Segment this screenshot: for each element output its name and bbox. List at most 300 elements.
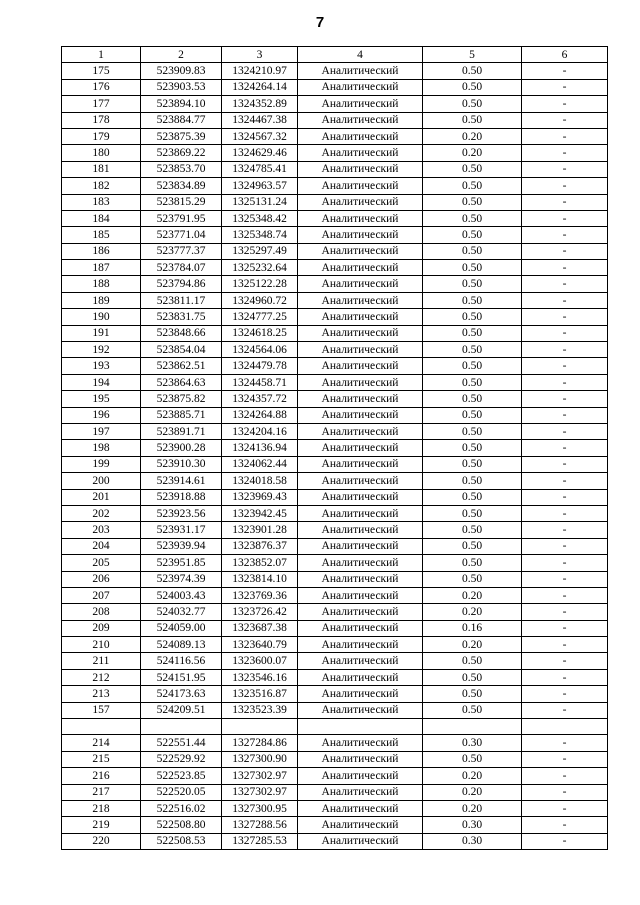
cell-method: Аналитический — [298, 178, 423, 194]
cell-accuracy: 0.50 — [423, 505, 522, 521]
cell-x-coordinate: 524209.51 — [141, 702, 222, 718]
page-number: 7 — [315, 14, 325, 31]
cell-point-number: 201 — [62, 489, 141, 505]
table-row — [62, 505, 608, 521]
table-row — [62, 719, 608, 735]
cell-accuracy: 0.50 — [423, 686, 522, 702]
cell-point-number: 190 — [62, 309, 141, 325]
cell-note: - — [522, 686, 608, 702]
cell-y-coordinate: 1323546.16 — [222, 669, 298, 685]
cell-point-number: 213 — [62, 686, 141, 702]
cell-accuracy: 0.50 — [423, 227, 522, 243]
cell-note: - — [522, 800, 608, 816]
cell-point-number: 178 — [62, 112, 141, 128]
table-row — [62, 604, 608, 620]
cell-x-coordinate: 523903.53 — [141, 79, 222, 95]
cell-y-coordinate: 1323942.45 — [222, 505, 298, 521]
cell-method: Аналитический — [298, 260, 423, 276]
cell-y-coordinate: 1327288.56 — [222, 817, 298, 833]
cell-point-number: 189 — [62, 292, 141, 308]
cell-point-number: 194 — [62, 374, 141, 390]
cell-x-coordinate: 523864.63 — [141, 374, 222, 390]
table-row — [62, 817, 608, 833]
table-row — [62, 440, 608, 456]
cell-y-coordinate: 1324618.25 — [222, 325, 298, 341]
cell-note: - — [522, 735, 608, 751]
cell-method: Аналитический — [298, 538, 423, 554]
table-row — [62, 784, 608, 800]
cell-note: - — [522, 604, 608, 620]
cell-accuracy: 0.50 — [423, 571, 522, 587]
table-row — [62, 702, 608, 718]
cell-x-coordinate: 523939.94 — [141, 538, 222, 554]
cell-note: - — [522, 669, 608, 685]
cell-accuracy: 0.50 — [423, 358, 522, 374]
cell-x-coordinate: 523900.28 — [141, 440, 222, 456]
cell-method: Аналитический — [298, 292, 423, 308]
cell-point-number: 206 — [62, 571, 141, 587]
cell-x-coordinate: 523918.88 — [141, 489, 222, 505]
cell-method: Аналитический — [298, 325, 423, 341]
cell-point-number: 218 — [62, 800, 141, 816]
cell-note: - — [522, 751, 608, 767]
table-row — [62, 309, 608, 325]
cell-method: Аналитический — [298, 653, 423, 669]
cell-method: Аналитический — [298, 604, 423, 620]
cell-point-number: 193 — [62, 358, 141, 374]
cell-accuracy: 0.50 — [423, 440, 522, 456]
cell-y-coordinate: 1324062.44 — [222, 456, 298, 472]
cell-note: - — [522, 79, 608, 95]
cell-method: Аналитический — [298, 358, 423, 374]
cell-x-coordinate: 523875.39 — [141, 128, 222, 144]
table-row — [62, 178, 608, 194]
cell-point-number: 175 — [62, 63, 141, 79]
cell-point-number: 212 — [62, 669, 141, 685]
cell-x-coordinate: 524089.13 — [141, 637, 222, 653]
table-row — [62, 653, 608, 669]
cell-accuracy: 0.50 — [423, 456, 522, 472]
cell-point-number: 180 — [62, 145, 141, 161]
cell-x-coordinate: 524003.43 — [141, 587, 222, 603]
table-row — [62, 374, 608, 390]
cell-x-coordinate: 524151.95 — [141, 669, 222, 685]
cell-method: Аналитический — [298, 735, 423, 751]
cell-note: - — [522, 620, 608, 636]
table-row — [62, 194, 608, 210]
cell-x-coordinate: 524059.00 — [141, 620, 222, 636]
cell-point-number: 197 — [62, 423, 141, 439]
cell-note: - — [522, 555, 608, 571]
cell-point-number: 204 — [62, 538, 141, 554]
cell-accuracy: 0.30 — [423, 735, 522, 751]
cell-y-coordinate: 1323814.10 — [222, 571, 298, 587]
cell-y-coordinate: 1323640.79 — [222, 637, 298, 653]
cell-note: - — [522, 653, 608, 669]
cell-point-number — [62, 719, 141, 735]
cell-point-number: 219 — [62, 817, 141, 833]
table-row — [62, 96, 608, 112]
cell-y-coordinate: 1323901.28 — [222, 522, 298, 538]
cell-note: - — [522, 210, 608, 226]
cell-point-number: 198 — [62, 440, 141, 456]
cell-point-number: 209 — [62, 620, 141, 636]
table-row — [62, 456, 608, 472]
cell-x-coordinate: 524173.63 — [141, 686, 222, 702]
cell-y-coordinate: 1323726.42 — [222, 604, 298, 620]
cell-accuracy: 0.50 — [423, 79, 522, 95]
cell-point-number: 181 — [62, 161, 141, 177]
cell-method: Аналитический — [298, 145, 423, 161]
table-row — [62, 210, 608, 226]
cell-x-coordinate: 523794.86 — [141, 276, 222, 292]
cell-x-coordinate: 523854.04 — [141, 342, 222, 358]
cell-method: Аналитический — [298, 128, 423, 144]
cell-x-coordinate: 523811.17 — [141, 292, 222, 308]
cell-y-coordinate: 1324210.97 — [222, 63, 298, 79]
cell-y-coordinate: 1324264.14 — [222, 79, 298, 95]
cell-note: - — [522, 161, 608, 177]
cell-accuracy: 0.50 — [423, 489, 522, 505]
cell-x-coordinate: 524116.56 — [141, 653, 222, 669]
cell-note: - — [522, 309, 608, 325]
cell-y-coordinate: 1327302.97 — [222, 784, 298, 800]
table-row — [62, 227, 608, 243]
cell-accuracy: 0.20 — [423, 637, 522, 653]
cell-point-number: 199 — [62, 456, 141, 472]
cell-note: - — [522, 505, 608, 521]
cell-x-coordinate: 523831.75 — [141, 309, 222, 325]
cell-accuracy: 0.50 — [423, 407, 522, 423]
cell-note: - — [522, 702, 608, 718]
cell-x-coordinate: 522508.53 — [141, 833, 222, 849]
cell-accuracy: 0.50 — [423, 473, 522, 489]
cell-accuracy: 0.20 — [423, 587, 522, 603]
table-body — [62, 63, 608, 850]
cell-note: - — [522, 276, 608, 292]
cell-x-coordinate: 523923.56 — [141, 505, 222, 521]
cell-note: - — [522, 768, 608, 784]
cell-x-coordinate: 523815.29 — [141, 194, 222, 210]
cell-accuracy: 0.20 — [423, 128, 522, 144]
cell-method: Аналитический — [298, 63, 423, 79]
cell-note: - — [522, 784, 608, 800]
cell-x-coordinate: 523834.89 — [141, 178, 222, 194]
cell-x-coordinate: 523791.95 — [141, 210, 222, 226]
cell-accuracy: 0.50 — [423, 210, 522, 226]
cell-accuracy: 0.50 — [423, 374, 522, 390]
cell-method: Аналитический — [298, 800, 423, 816]
cell-y-coordinate: 1324264.88 — [222, 407, 298, 423]
cell-method: Аналитический — [298, 505, 423, 521]
cell-y-coordinate: 1323600.07 — [222, 653, 298, 669]
table-row — [62, 735, 608, 751]
cell-note: - — [522, 489, 608, 505]
cell-y-coordinate: 1323876.37 — [222, 538, 298, 554]
cell-x-coordinate: 523853.70 — [141, 161, 222, 177]
cell-y-coordinate: 1327285.53 — [222, 833, 298, 849]
cell-point-number: 157 — [62, 702, 141, 718]
cell-y-coordinate — [222, 719, 298, 735]
cell-method: Аналитический — [298, 440, 423, 456]
cell-y-coordinate: 1323969.43 — [222, 489, 298, 505]
cell-x-coordinate: 523777.37 — [141, 243, 222, 259]
cell-note: - — [522, 243, 608, 259]
cell-method: Аналитический — [298, 96, 423, 112]
cell-note: - — [522, 325, 608, 341]
table-row — [62, 800, 608, 816]
cell-point-number: 191 — [62, 325, 141, 341]
cell-method: Аналитический — [298, 522, 423, 538]
cell-x-coordinate: 523784.07 — [141, 260, 222, 276]
cell-accuracy: 0.50 — [423, 112, 522, 128]
cell-method: Аналитический — [298, 571, 423, 587]
cell-y-coordinate: 1324136.94 — [222, 440, 298, 456]
cell-y-coordinate: 1324018.58 — [222, 473, 298, 489]
cell-y-coordinate: 1324960.72 — [222, 292, 298, 308]
cell-point-number: 188 — [62, 276, 141, 292]
cell-point-number: 217 — [62, 784, 141, 800]
cell-method: Аналитический — [298, 489, 423, 505]
cell-accuracy: 0.50 — [423, 325, 522, 341]
table-row — [62, 669, 608, 685]
table-row — [62, 407, 608, 423]
cell-y-coordinate: 1324629.46 — [222, 145, 298, 161]
table-row — [62, 260, 608, 276]
cell-note: - — [522, 833, 608, 849]
cell-method: Аналитический — [298, 407, 423, 423]
cell-x-coordinate: 523885.71 — [141, 407, 222, 423]
cell-note: - — [522, 342, 608, 358]
cell-note: - — [522, 587, 608, 603]
cell-accuracy: 0.50 — [423, 292, 522, 308]
table-row — [62, 243, 608, 259]
cell-accuracy: 0.50 — [423, 178, 522, 194]
cell-x-coordinate: 522516.02 — [141, 800, 222, 816]
cell-x-coordinate: 523891.71 — [141, 423, 222, 439]
cell-note: - — [522, 112, 608, 128]
cell-method: Аналитический — [298, 817, 423, 833]
table-row — [62, 63, 608, 79]
cell-method: Аналитический — [298, 194, 423, 210]
cell-x-coordinate: 522523.85 — [141, 768, 222, 784]
cell-y-coordinate: 1325348.42 — [222, 210, 298, 226]
cell-point-number: 179 — [62, 128, 141, 144]
cell-point-number: 200 — [62, 473, 141, 489]
cell-method: Аналитический — [298, 833, 423, 849]
cell-method: Аналитический — [298, 391, 423, 407]
cell-y-coordinate: 1327300.95 — [222, 800, 298, 816]
cell-point-number: 205 — [62, 555, 141, 571]
cell-note: - — [522, 292, 608, 308]
cell-note: - — [522, 128, 608, 144]
table-row — [62, 292, 608, 308]
cell-y-coordinate: 1324567.32 — [222, 128, 298, 144]
cell-method: Аналитический — [298, 309, 423, 325]
cell-y-coordinate: 1323516.87 — [222, 686, 298, 702]
column-header: 2 — [141, 47, 222, 63]
cell-method: Аналитический — [298, 342, 423, 358]
cell-accuracy: 0.50 — [423, 243, 522, 259]
cell-accuracy: 0.50 — [423, 391, 522, 407]
cell-x-coordinate: 524032.77 — [141, 604, 222, 620]
cell-x-coordinate: 523894.10 — [141, 96, 222, 112]
cell-x-coordinate: 523884.77 — [141, 112, 222, 128]
column-header: 5 — [423, 47, 522, 63]
cell-point-number: 182 — [62, 178, 141, 194]
table-row — [62, 571, 608, 587]
cell-method: Аналитический — [298, 473, 423, 489]
cell-accuracy: 0.50 — [423, 653, 522, 669]
cell-method: Аналитический — [298, 423, 423, 439]
cell-accuracy: 0.20 — [423, 768, 522, 784]
cell-y-coordinate: 1323687.38 — [222, 620, 298, 636]
table-header-row — [62, 47, 608, 63]
cell-y-coordinate: 1327284.86 — [222, 735, 298, 751]
table-row — [62, 751, 608, 767]
cell-accuracy: 0.20 — [423, 145, 522, 161]
cell-accuracy: 0.50 — [423, 538, 522, 554]
table-row — [62, 358, 608, 374]
cell-note: - — [522, 96, 608, 112]
cell-x-coordinate: 523862.51 — [141, 358, 222, 374]
cell-method: Аналитический — [298, 227, 423, 243]
cell-note: - — [522, 817, 608, 833]
cell-note: - — [522, 407, 608, 423]
cell-point-number: 187 — [62, 260, 141, 276]
cell-note: - — [522, 391, 608, 407]
cell-x-coordinate: 523974.39 — [141, 571, 222, 587]
cell-y-coordinate: 1325348.74 — [222, 227, 298, 243]
cell-method: Аналитический — [298, 702, 423, 718]
cell-accuracy: 0.50 — [423, 555, 522, 571]
cell-note: - — [522, 637, 608, 653]
cell-point-number: 195 — [62, 391, 141, 407]
cell-note: - — [522, 473, 608, 489]
cell-accuracy: 0.20 — [423, 604, 522, 620]
cell-point-number: 192 — [62, 342, 141, 358]
cell-x-coordinate: 523848.66 — [141, 325, 222, 341]
cell-method: Аналитический — [298, 555, 423, 571]
cell-method: Аналитический — [298, 669, 423, 685]
cell-x-coordinate: 523914.61 — [141, 473, 222, 489]
cell-y-coordinate: 1323769.36 — [222, 587, 298, 603]
cell-y-coordinate: 1325232.64 — [222, 260, 298, 276]
table-row — [62, 145, 608, 161]
cell-accuracy: 0.50 — [423, 161, 522, 177]
table-row — [62, 342, 608, 358]
table-row — [62, 423, 608, 439]
column-header: 1 — [62, 47, 141, 63]
cell-note: - — [522, 145, 608, 161]
cell-accuracy: 0.30 — [423, 817, 522, 833]
cell-point-number: 214 — [62, 735, 141, 751]
cell-point-number: 211 — [62, 653, 141, 669]
cell-point-number: 177 — [62, 96, 141, 112]
cell-y-coordinate: 1324458.71 — [222, 374, 298, 390]
cell-y-coordinate: 1324785.41 — [222, 161, 298, 177]
cell-y-coordinate: 1325131.24 — [222, 194, 298, 210]
cell-method: Аналитический — [298, 79, 423, 95]
cell-point-number: 203 — [62, 522, 141, 538]
cell-point-number: 185 — [62, 227, 141, 243]
table-row — [62, 833, 608, 849]
cell-accuracy: 0.50 — [423, 522, 522, 538]
cell-point-number: 186 — [62, 243, 141, 259]
table-row — [62, 325, 608, 341]
cell-x-coordinate: 523951.85 — [141, 555, 222, 571]
cell-method: Аналитический — [298, 243, 423, 259]
cell-method: Аналитический — [298, 210, 423, 226]
cell-note: - — [522, 571, 608, 587]
cell-method: Аналитический — [298, 587, 423, 603]
cell-point-number: 184 — [62, 210, 141, 226]
cell-x-coordinate: 523910.30 — [141, 456, 222, 472]
cell-point-number: 210 — [62, 637, 141, 653]
table-row — [62, 112, 608, 128]
cell-note: - — [522, 374, 608, 390]
cell-x-coordinate: 522529.92 — [141, 751, 222, 767]
cell-method: Аналитический — [298, 751, 423, 767]
table-row — [62, 161, 608, 177]
cell-x-coordinate: 522508.80 — [141, 817, 222, 833]
cell-point-number: 207 — [62, 587, 141, 603]
cell-accuracy: 0.50 — [423, 96, 522, 112]
cell-note: - — [522, 63, 608, 79]
cell-note: - — [522, 260, 608, 276]
cell-point-number: 183 — [62, 194, 141, 210]
cell-x-coordinate: 523869.22 — [141, 145, 222, 161]
cell-note: - — [522, 522, 608, 538]
cell-x-coordinate: 523931.17 — [141, 522, 222, 538]
table-row — [62, 637, 608, 653]
cell-method — [298, 719, 423, 735]
table-row — [62, 128, 608, 144]
cell-y-coordinate: 1327300.90 — [222, 751, 298, 767]
cell-point-number: 215 — [62, 751, 141, 767]
table-row — [62, 522, 608, 538]
cell-accuracy: 0.50 — [423, 423, 522, 439]
table-row — [62, 489, 608, 505]
cell-method: Аналитический — [298, 456, 423, 472]
cell-method: Аналитический — [298, 620, 423, 636]
cell-method: Аналитический — [298, 686, 423, 702]
cell-accuracy: 0.50 — [423, 669, 522, 685]
table-row — [62, 538, 608, 554]
cell-method: Аналитический — [298, 637, 423, 653]
cell-y-coordinate: 1324467.38 — [222, 112, 298, 128]
cell-x-coordinate: 522551.44 — [141, 735, 222, 751]
cell-point-number: 176 — [62, 79, 141, 95]
cell-method: Аналитический — [298, 768, 423, 784]
cell-x-coordinate: 522520.05 — [141, 784, 222, 800]
cell-y-coordinate: 1323852.07 — [222, 555, 298, 571]
cell-y-coordinate: 1324963.57 — [222, 178, 298, 194]
cell-note — [522, 719, 608, 735]
cell-point-number: 216 — [62, 768, 141, 784]
cell-note: - — [522, 538, 608, 554]
cell-note: - — [522, 456, 608, 472]
cell-y-coordinate: 1324357.72 — [222, 391, 298, 407]
cell-accuracy: 0.50 — [423, 194, 522, 210]
cell-note: - — [522, 227, 608, 243]
cell-point-number: 196 — [62, 407, 141, 423]
cell-accuracy: 0.50 — [423, 751, 522, 767]
cell-method: Аналитический — [298, 276, 423, 292]
cell-note: - — [522, 194, 608, 210]
cell-y-coordinate: 1323523.39 — [222, 702, 298, 718]
cell-method: Аналитический — [298, 112, 423, 128]
